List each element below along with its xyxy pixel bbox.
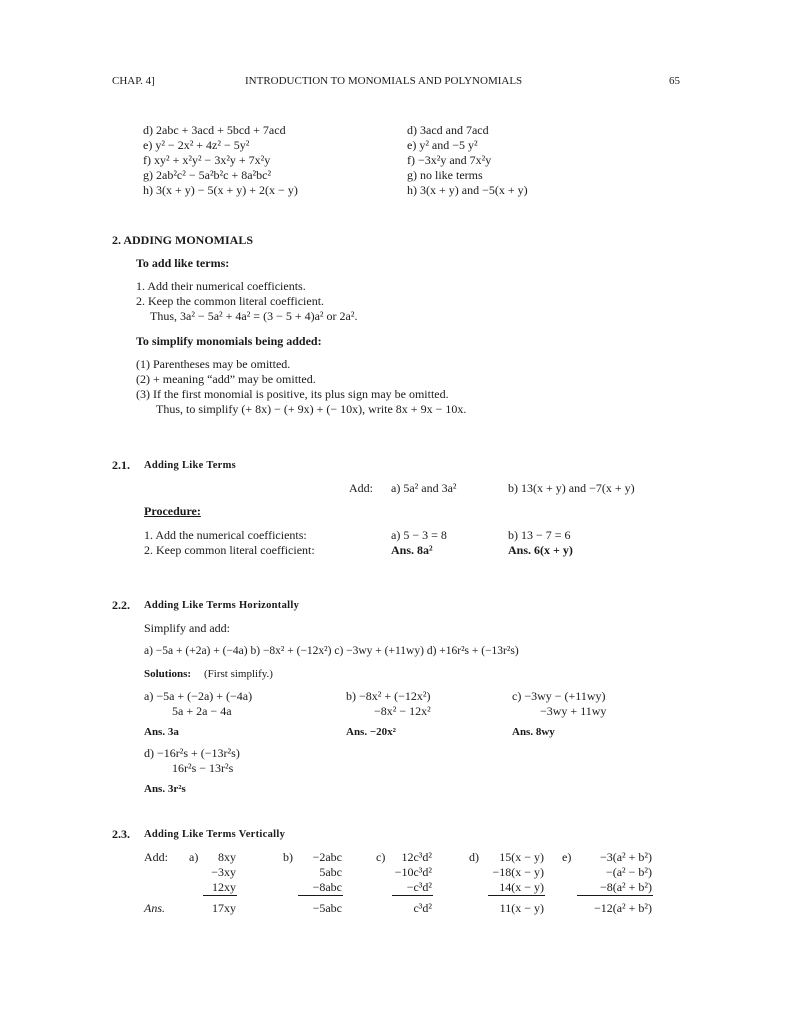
solution-c (512, 689, 606, 740)
column-label: c) (376, 850, 386, 864)
example-text: Thus, to simplify (+ 8x) − (+ 9x) + (− 10x), write 8x + 9x − 10x. (156, 402, 467, 416)
sum: −5abc (312, 901, 342, 915)
procedure-heading: Procedure: (144, 504, 201, 518)
solutions-label: Solutions: (144, 668, 192, 680)
problem-part-b: b) 13(x + y) and −7(x + y) (508, 481, 635, 495)
list-item: d) 3acd and 7acd (407, 123, 489, 137)
add-label: Add: (349, 481, 373, 495)
problem-number: 2.3. (112, 827, 130, 841)
vertical-sum-e (572, 850, 652, 916)
prior-items-right (407, 123, 528, 198)
sum: c³d² (413, 901, 432, 915)
simplify-list (136, 357, 466, 417)
list-item: 2. Keep common literal coefficient: (144, 543, 315, 557)
problem-statement: a) −5a + (+2a) + (−4a) b) −8x² + (−12x²) c) −3wy + (+11wy) d) +16r²s + (−13r²s) (144, 645, 519, 657)
addend: −8abc (312, 880, 342, 894)
problem-title: Adding Like Terms (144, 460, 237, 471)
answer: Ans. 3a (144, 726, 179, 738)
list-item: e) y² − 2x² + 4z² − 5y² (143, 138, 250, 152)
addend: 12c³d² (401, 850, 432, 864)
vertical-sum-d (482, 850, 544, 916)
solution-line: 16r²s − 13r²s (172, 761, 234, 775)
list-item: g) no like terms (407, 168, 483, 182)
procedure-col-b (508, 528, 573, 558)
sum-rule (488, 895, 545, 896)
addend: 8xy (218, 850, 236, 864)
problem-part-a: a) 5a² and 3a² (391, 481, 457, 495)
answer-label: Ans. (144, 901, 165, 915)
addend: 14(x − y) (499, 880, 544, 894)
subheading-simplify: To simplify monomials being added: (136, 334, 322, 348)
addend: 5abc (319, 865, 342, 879)
page-number: 65 (669, 75, 680, 87)
solution-line: b) −8x² + (−12x²) (346, 689, 431, 703)
answer: Ans. 3r²s (144, 783, 186, 795)
list-item: (3) If the first monomial is positive, its plus sign may be omitted. (136, 387, 449, 401)
list-item: 2. Keep the common literal coefficient. (136, 294, 325, 308)
sum-rule (203, 895, 237, 896)
answer: Ans. −20x² (346, 726, 396, 738)
solution-line: c) −3wy − (+11wy) (512, 689, 606, 703)
column-label: a) (189, 850, 199, 864)
step-result: a) 5 − 3 = 8 (391, 528, 447, 542)
column-label: e) (562, 850, 572, 864)
addend: 15(x − y) (499, 850, 544, 864)
rules-list (136, 279, 357, 324)
addend: −8(a² + b²) (599, 880, 652, 894)
addend: −2abc (312, 850, 342, 864)
prior-items-left (143, 123, 298, 198)
sum-rule (298, 895, 343, 896)
solutions-note: (First simplify.) (204, 668, 273, 680)
vertical-sum-a (200, 850, 236, 916)
example-text: Thus, 3a² − 5a² + 4a² = (3 − 5 + 4)a² or 2a². (150, 309, 358, 323)
column-label: b) (283, 850, 293, 864)
vertical-sum-b (296, 850, 342, 916)
list-item: h) 3(x + y) − 5(x + y) + 2(x − y) (143, 183, 298, 197)
list-item: (2) + meaning “add” may be omitted. (136, 372, 316, 386)
page-header-title: INTRODUCTION TO MONOMIALS AND POLYNOMIALS (245, 75, 523, 87)
procedure-steps (144, 528, 315, 558)
sum-rule (392, 895, 433, 896)
solution-line: 5a + 2a − 4a (172, 704, 232, 718)
list-item: d) 2abc + 3acd + 5bcd + 7acd (143, 123, 286, 137)
column-label: d) (469, 850, 479, 864)
solution-b (346, 689, 431, 740)
addend: −18(x − y) (492, 865, 544, 879)
vertical-sum-c (386, 850, 432, 916)
addend: −c³d² (406, 880, 432, 894)
subheading-add-like-terms: To add like terms: (136, 256, 230, 270)
answer: Ans. 6(x + y) (508, 543, 573, 557)
list-item: f) −3x²y and 7x²y (407, 153, 492, 167)
chapter-label: CHAP. 4] (112, 75, 155, 87)
addend: −3(a² + b²) (599, 850, 652, 864)
problem-title: Adding Like Terms Horizontally (144, 600, 300, 611)
answer: Ans. 8wy (512, 726, 555, 738)
problem-number: 2.2. (112, 598, 130, 612)
sum: −12(a² + b²) (593, 901, 652, 915)
addend: 12xy (212, 880, 236, 894)
solution-line: −8x² − 12x² (374, 704, 431, 718)
list-item: h) 3(x + y) and −5(x + y) (407, 183, 528, 197)
solution-d (144, 746, 240, 797)
list-item: f) xy² + x²y² − 3x²y + 7x²y (143, 153, 271, 167)
list-item: g) 2ab²c² − 5a²b²c + 8a²bc² (143, 168, 272, 182)
problem-number: 2.1. (112, 458, 130, 472)
answer: Ans. 8a² (391, 543, 433, 557)
solution-line: a) −5a + (−2a) + (−4a) (144, 689, 253, 703)
add-label: Add: (144, 850, 168, 864)
sum: 11(x − y) (499, 901, 544, 915)
solution-a (144, 689, 252, 740)
step-result: b) 13 − 7 = 6 (508, 528, 571, 542)
procedure-col-a (391, 528, 447, 558)
list-item: e) y² and −5 y² (407, 138, 478, 152)
solution-line: d) −16r²s + (−13r²s) (144, 746, 240, 760)
addend: −10c³d² (394, 865, 432, 879)
problem-title: Adding Like Terms Vertically (144, 829, 286, 840)
list-item: 1. Add their numerical coefficients. (136, 279, 306, 293)
list-item: 1. Add the numerical coefficients: (144, 528, 307, 542)
solution-line: −3wy + 11wy (540, 704, 607, 718)
addend: −(a² − b²) (605, 865, 652, 879)
sum-rule (577, 895, 653, 896)
list-item: (1) Parentheses may be omitted. (136, 357, 291, 371)
sum: 17xy (212, 901, 236, 915)
problem-intro: Simplify and add: (144, 621, 230, 635)
addend: −3xy (211, 865, 236, 879)
section-heading: 2. ADDING MONOMIALS (112, 233, 254, 247)
